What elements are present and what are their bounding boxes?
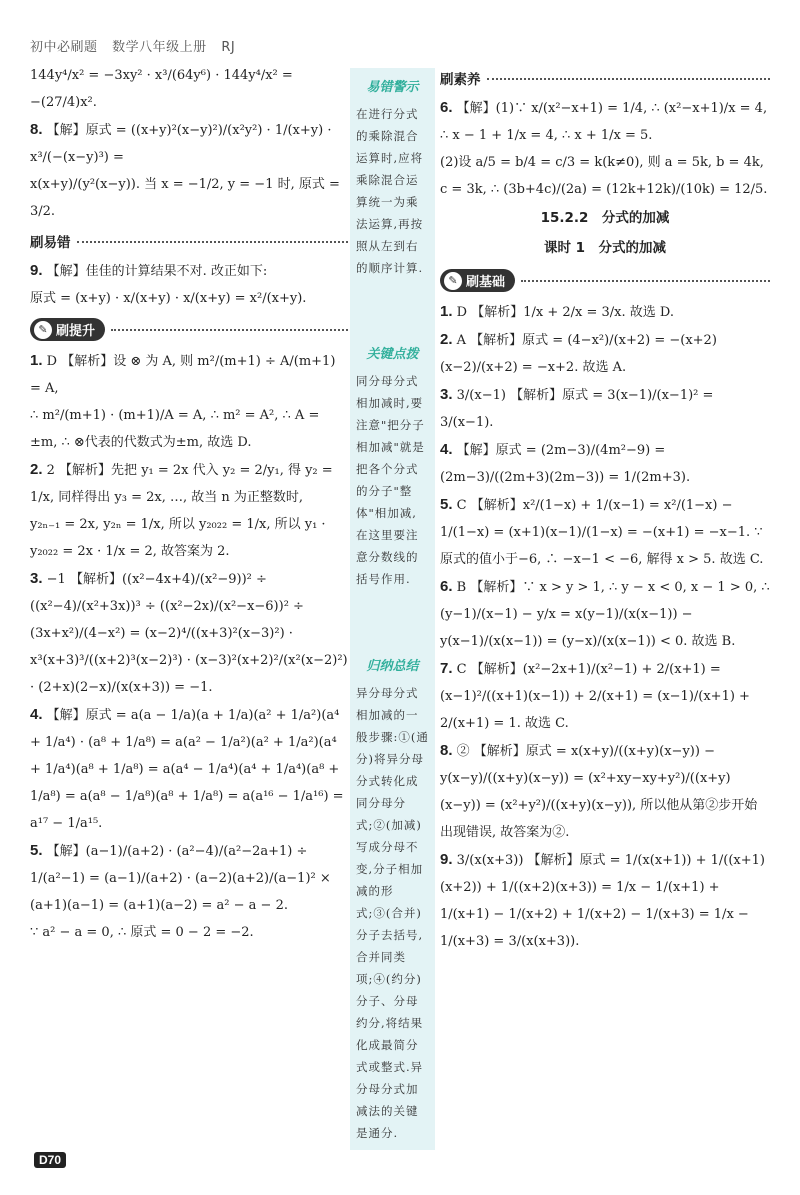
section-title: 15.2.2 分式的加减 [540,210,670,226]
tip-text: 异分母分式相加减的一般步骤:①(通分)将异分母分式转化成同分母分式;②(加减)写成分母不变,分子相加减的形式;③(合并)分子去括号,合并同类项;④(约分)分子、分母约分,将结果化成最简分式或整式.异分母分式加减法的关键是通分. [356,686,429,1140]
solution-8: 8. 【解】原式 = ((x+y)²(x−y)²)/(x²y²) · 1/(x+y) · x³/(−(x−y)³) = [30,121,332,165]
lesson-title: 课时 1 分式的加减 [543,240,667,256]
solution-9: 9. 【解】佳佳的计算结果不对. 改正如下: [30,262,268,279]
solution-3: 3. −1 【解析】((x²−4x+4)/(x²−9))² ÷ ((x²−4)/(x²+3x))³ ÷ ((x²−2x)/(x²−x−6))² ÷ (3x+x²)/(4−x²) = (x−2)⁴/((x+3)²(x−3)²) · x³(x+3)³/((x+2)³(x−2)³) · (x−3)²(x+2)²/(x²(x−2)²) · (2+x)(2−x)/(x(x+3)) = −1. [30,570,348,695]
brush-icon: ✎ [34,321,52,339]
solution-line: 原式 = (x+y) · x/(x+y) · x/(x+y) = x²/(x+y). [30,291,307,306]
brush-icon: ✎ [444,272,462,290]
solution-2: 2. 2 【解析】先把 y₁ = 2x 代入 y₂ = 2/y₁, 得 y₂ = 1/x, 同样得出 y₃ = 2x, …, 故当 n 为正整数时, [30,461,333,505]
solution-1: 1. D 【解析】设 ⊗ 为 A, 则 m²/(m+1) ÷ A/(m+1) = A, [30,352,336,396]
solution-7: 7. C 【解析】(x²−2x+1)/(x²−1) + 2/(x+1) = (x−1)²/((x+1)(x−1)) + 2/(x+1) = (x−1)/(x+1) + 2/(x+1) = 1. 故选 C. [440,660,750,731]
tip-tag: 易错警示 [366,80,419,95]
solution-1: 1. D 【解析】1/x + 2/x = 3/x. 故选 D. [440,303,674,320]
tip-tag: 关键点拨 [366,347,419,362]
solution-6: 6. B 【解析】∵ x > y > 1, ∴ y − x < 0, x − 1 > 0, ∴ (y−1)/(x−1) − y/x = x(y−1)/(x(x−1)) − y(x−1)/(x(x−1)) = (y−x)/(x(x−1)) < 0. 故选 B. [440,578,770,649]
section-shua-yicuo: 刷易错 [30,231,348,251]
solution-line: 144y⁴/x² = −3xy² · x³/(64y⁶) · 144y⁴/x² = −(27/4)x². [30,68,293,110]
solution-line: y₂ₙ₋₁ = 2x, y₂ₙ = 1/x, 所以 y₂₀₂₂ = 1/x, 所以 y₁ · y₂₀₂₂ = 2x · 1/x = 2, 故答案为 2. [30,517,326,559]
solution-5: 5. 【解】(a−1)/(a+2) · (a²−4)/(a²−2a+1) ÷ 1/(a²−1) = (a−1)/(a+2) · (a−2)(a+2)/(a−1)² × (a+1)(a−1) = (a+1)(a−2) = a² − a − 2. [30,842,331,913]
solution-line: (2)设 a/5 = b/4 = c/3 = k(k≠0), 则 a = 5k, b = 4k, c = 3k, ∴ (3b+4c)/(2a) = (12k+12k)/(10k) = 12/5. [440,155,768,197]
edition-label: RJ [221,40,236,55]
subject-title: 数学八年级上册 [112,40,207,55]
tip-box [350,68,435,335]
solution-9: 9. 3/(x(x+3)) 【解析】原式 = 1/(x(x+1)) + 1/((x+1)(x+2)) + 1/((x+2)(x+3)) = 1/x − 1/(x+1) + 1/(x+1) − 1/(x+2) + 1/(x+2) − 1/(x+3) = 1/x − 1/(x+3) = 3/(x(x+3)). [440,851,765,949]
solution-4: 4. 【解】原式 = (2m−3)/(4m²−9) = (2m−3)/((2m+3)(2m−3)) = 1/(2m+3). [440,441,691,485]
tip-box [350,335,435,647]
page-number: D70 [34,1152,66,1168]
solution-line: ∴ m²/(m+1) · (m+1)/A = A, ∴ m² = A², ∴ A = ±m, ∴ ⊗代表的代数式为±m, 故选 D. [30,408,320,450]
page-header [30,36,245,55]
book-title: 初中必刷题 [30,40,98,55]
solution-2: 2. A 【解析】原式 = (4−x²)/(x+2) = −(x+2)(x−2)/(x+2) = −x+2. 故选 A. [440,331,717,375]
solution-8: 8. ② 【解析】原式 = x(x+y)/((x+y)(x−y)) − y(x−y)/((x+y)(x−y)) = (x²+xy−xy+y²)/((x+y)(x−y)) = (x²+y²)/((x+y)(x−y)), 所以他从第②步开始出现错误, 故答案为②. [440,742,758,840]
tip-text: 同分母分式相加减时,要注意"把分子相加减"就是把各个分式的分子"整体"相加减,在这里要注意分数线的括号作用. [356,374,425,586]
solution-line: x(x+y)/(y²(x−y)). 当 x = −1/2, y = −1 时, 原式 = 3/2. [30,177,340,219]
solution-4: 4. 【解】原式 = a(a − 1/a)(a + 1/a)(a² + 1/a²)(a⁴ + 1/a⁴) · (a⁸ + 1/a⁸) = a(a² − 1/a²)(a² + 1/a²)(a⁴ + 1/a⁴)(a⁸ + 1/a⁸) = a(a⁴ − 1/a⁴)(a⁴ + 1/a⁴)(a⁸ + 1/a⁸) = a(a⁸ − 1/a⁸)(a⁸ + 1/a⁸) = a(a¹⁶ − 1/a¹⁶) = a¹⁷ − 1/a¹⁵. [30,706,344,831]
tip-tag: 归纳总结 [366,659,419,674]
right-column [440,62,770,955]
solution-6: 6. 【解】(1)∵ x/(x²−x+1) = 1/4, ∴ (x²−x+1)/x = 4, ∴ x − 1 + 1/x = 4, ∴ x + 1/x = 5. [440,99,768,143]
solution-line: ∵ a² − a = 0, ∴ 原式 = 0 − 2 = −2. [30,925,254,940]
tip-text: 在进行分式的乘除混合运算时,应将乘除混合运算统一为乘法运算,再按照从左到右的顺序计算. [356,107,424,275]
solution-5: 5. C 【解析】x²/(1−x) + 1/(x−1) = x²/(1−x) − 1/(1−x) = (x+1)(x−1)/(1−x) = −(x+1) = −x−1. ∵ 原式的值小于−6, ∴ −x−1 < −6, 解得 x > 5. 故选 C. [440,496,764,567]
tips-sidebar [350,68,435,1150]
section-shua-suyang: 刷素养 [440,68,770,88]
section-shua-tisheng: ✎ 刷提升 [30,318,348,341]
left-column [30,62,348,946]
solution-3: 3. 3/(x−1) 【解析】原式 = 3(x−1)/(x−1)² = 3/(x−1). [440,386,714,430]
tip-box [350,647,435,1148]
section-shua-jichu: ✎ 刷基础 [440,269,770,292]
